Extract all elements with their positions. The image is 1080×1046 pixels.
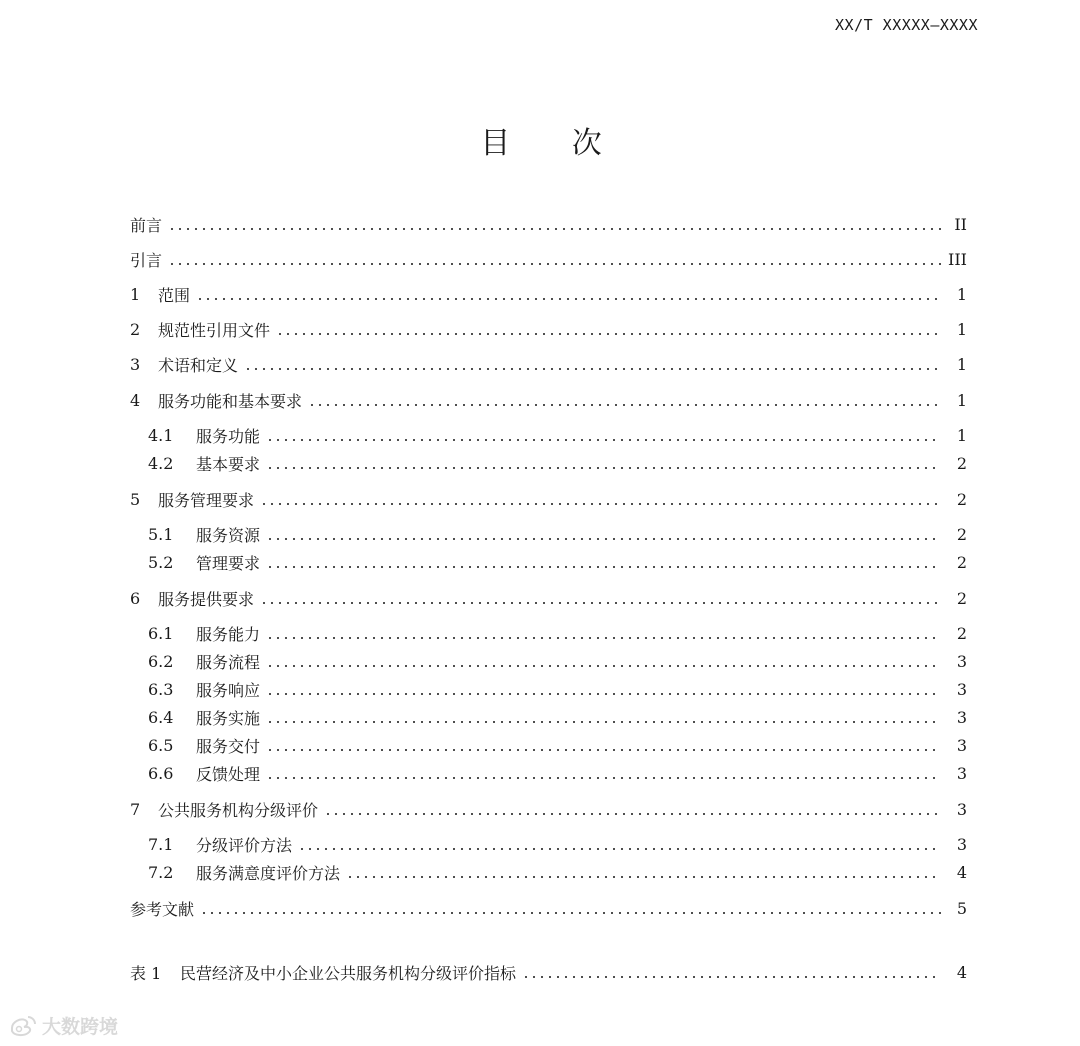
- toc-entry-page: II: [954, 214, 967, 234]
- toc-entry-label: 术语和定义: [158, 355, 239, 375]
- toc-entry-page: 4: [956, 862, 967, 882]
- toc-title: 目 次: [480, 126, 628, 161]
- dot-leader: [266, 566, 941, 568]
- toc-entry-number: 6.6: [148, 763, 174, 783]
- toc-entry-number: 3: [130, 354, 141, 374]
- toc-entry-page: 2: [956, 489, 967, 509]
- dot-leader: [522, 976, 941, 978]
- toc-entry-page: 3: [956, 763, 967, 783]
- dot-leader: [260, 503, 941, 505]
- dot-leader: [266, 693, 941, 695]
- toc-entry[interactable]: [0, 317, 1080, 341]
- toc-entry-label: 服务功能和基本要求: [158, 391, 303, 411]
- toc-entry-label: 规范性引用文件: [158, 320, 271, 340]
- toc-entry-number: 5.1: [148, 524, 174, 544]
- dot-leader: [266, 439, 941, 441]
- toc-entry-label: 公共服务机构分级评价: [158, 800, 319, 820]
- dot-leader: [266, 777, 941, 779]
- toc-entry[interactable]: [0, 896, 1080, 920]
- toc-entry-label: 服务资源: [196, 525, 261, 545]
- toc-entry-page: 1: [956, 284, 967, 304]
- dot-leader: [168, 263, 941, 265]
- toc-entry-page: 1: [956, 319, 967, 339]
- toc-entry-number: 6.5: [148, 735, 174, 755]
- toc-entry-page: 1: [956, 390, 967, 410]
- toc-entry-label: 范围: [158, 285, 191, 305]
- toc-entry-number: 1: [130, 284, 141, 304]
- toc-entry[interactable]: [0, 352, 1080, 376]
- toc-entry-page: 3: [956, 799, 967, 819]
- toc-entry-page: 2: [956, 552, 967, 572]
- toc-entry-label: 服务交付: [196, 736, 261, 756]
- toc-entry[interactable]: [0, 388, 1080, 412]
- toc-entry[interactable]: [0, 832, 1080, 856]
- toc-entry[interactable]: [0, 247, 1080, 271]
- toc-entry-number: 5.2: [148, 552, 174, 572]
- watermark: [8, 1012, 118, 1039]
- toc-entry-label: 服务能力: [196, 624, 261, 644]
- toc-entry-label: 服务提供要求: [158, 589, 255, 609]
- toc-entry[interactable]: [0, 550, 1080, 574]
- toc-entry-label: 服务功能: [196, 426, 261, 446]
- toc-entry-number: 5: [130, 489, 141, 509]
- toc-entry-page: 2: [956, 588, 967, 608]
- toc-entry-label: 服务流程: [196, 652, 261, 672]
- toc-entry[interactable]: [0, 860, 1080, 884]
- toc-entry-page: 3: [956, 651, 967, 671]
- dot-leader: [200, 912, 941, 914]
- dot-leader: [324, 813, 941, 815]
- toc-entry[interactable]: [0, 522, 1080, 546]
- dot-leader: [346, 876, 941, 878]
- toc-entry-label: 反馈处理: [196, 764, 261, 784]
- toc-entry-number: 4: [130, 390, 141, 410]
- toc-entry-page: 5: [956, 898, 967, 918]
- toc-entry-page: III: [948, 249, 967, 269]
- toc-entry-label: 参考文献: [130, 899, 195, 919]
- toc-entry-label: 前言: [130, 215, 163, 235]
- toc-entry-page: 1: [956, 425, 967, 445]
- toc-entry[interactable]: [0, 451, 1080, 475]
- toc-entry[interactable]: [0, 677, 1080, 701]
- dot-leader: [196, 298, 941, 300]
- toc-entry[interactable]: [0, 212, 1080, 236]
- dot-leader: [266, 665, 941, 667]
- toc-entry-number: 7.2: [148, 862, 174, 882]
- toc-entry[interactable]: [0, 649, 1080, 673]
- dot-leader: [276, 333, 941, 335]
- toc-entry-label: 服务满意度评价方法: [196, 863, 341, 883]
- toc-entry-number: 2: [130, 319, 141, 339]
- toc-entry-page: 3: [956, 735, 967, 755]
- dot-leader: [298, 848, 941, 850]
- toc-entry[interactable]: [0, 423, 1080, 447]
- toc-entry-label: 基本要求: [196, 454, 261, 474]
- toc-entry-page: 2: [956, 524, 967, 544]
- toc-entry-number: 7.1: [148, 834, 174, 854]
- toc-entry-label: 引言: [130, 250, 163, 270]
- toc-entry-number: 7: [130, 799, 141, 819]
- toc-entry-page: 3: [956, 707, 967, 727]
- dot-leader: [244, 368, 941, 370]
- toc-entry-label: 服务响应: [196, 680, 261, 700]
- toc-entry-page: 3: [956, 679, 967, 699]
- toc-entry-label: 服务管理要求: [158, 490, 255, 510]
- toc-entry-number: 6.2: [148, 651, 174, 671]
- table-list-entry[interactable]: [0, 960, 1080, 984]
- dot-leader: [266, 467, 941, 469]
- dot-leader: [308, 404, 941, 406]
- toc-entry[interactable]: [0, 733, 1080, 757]
- toc-entry-page: 2: [956, 453, 967, 473]
- toc-entry[interactable]: [0, 761, 1080, 785]
- weibo-logo-icon: [8, 1014, 38, 1038]
- toc-entry[interactable]: [0, 621, 1080, 645]
- table-page: 4: [956, 962, 967, 982]
- toc-entry-page: 2: [956, 623, 967, 643]
- toc-entry[interactable]: [0, 586, 1080, 610]
- dot-leader: [266, 721, 941, 723]
- dot-leader: [266, 749, 941, 751]
- toc-entry[interactable]: [0, 797, 1080, 821]
- toc-entry[interactable]: [0, 705, 1080, 729]
- toc-entry-number: 6.1: [148, 623, 174, 643]
- dot-leader: [260, 602, 941, 604]
- toc-entry-label: 分级评价方法: [196, 835, 293, 855]
- document-code: XX/T XXXXX—XXXX: [835, 16, 978, 34]
- toc-entry-number: 6.4: [148, 707, 174, 727]
- toc-entry-label: 服务实施: [196, 708, 261, 728]
- table-label: 民营经济及中小企业公共服务机构分级评价指标: [180, 963, 517, 983]
- toc-entry-number: 6.3: [148, 679, 174, 699]
- dot-leader: [266, 637, 941, 639]
- dot-leader: [266, 538, 941, 540]
- dot-leader: [168, 228, 941, 230]
- toc-entry-label: 管理要求: [196, 553, 261, 573]
- toc-entry-number: 4.1: [148, 425, 174, 445]
- toc-entry-number: 6: [130, 588, 141, 608]
- table-number: 表 1: [130, 963, 162, 983]
- toc-entry[interactable]: [0, 282, 1080, 306]
- toc-entry-page: 1: [956, 354, 967, 374]
- toc-entry[interactable]: [0, 487, 1080, 511]
- toc-entry-page: 3: [956, 834, 967, 854]
- watermark-text: 大数跨境: [42, 1016, 119, 1038]
- toc-entry-number: 4.2: [148, 453, 174, 473]
